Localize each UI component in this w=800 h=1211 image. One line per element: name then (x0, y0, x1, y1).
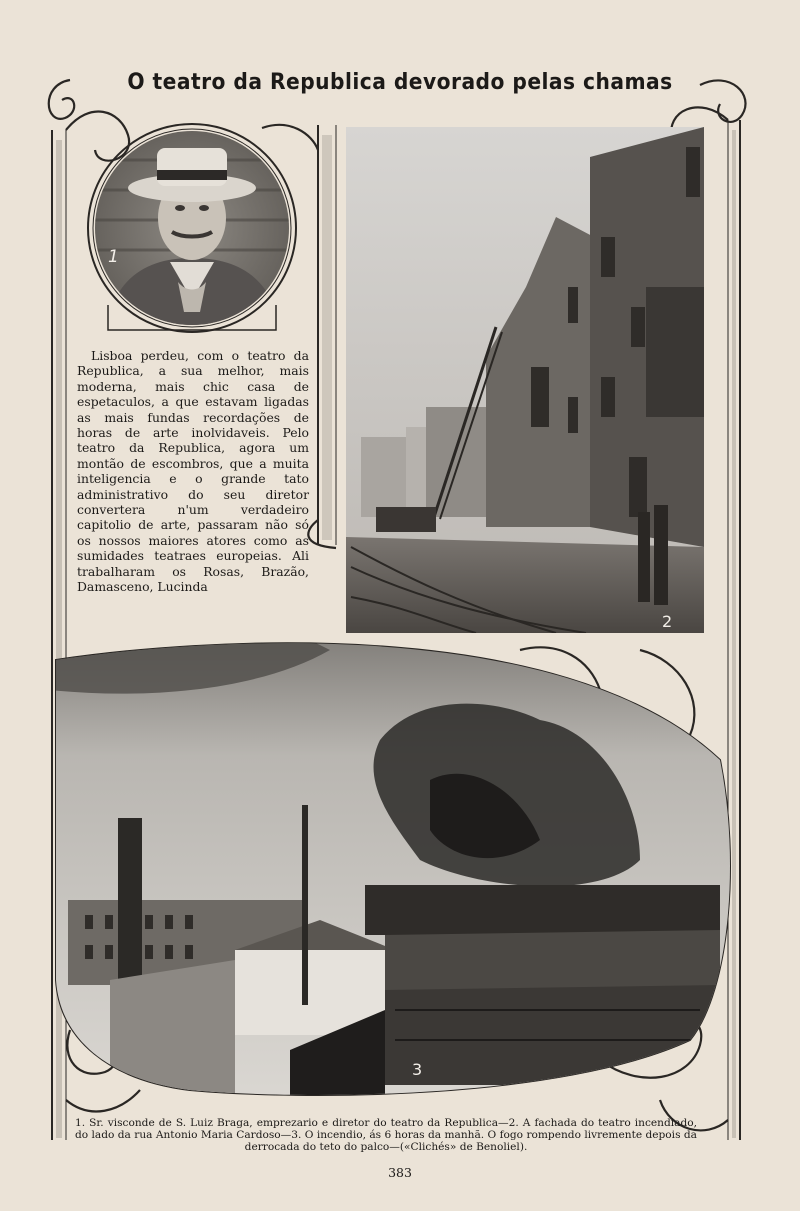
page-number: 383 (388, 1165, 412, 1180)
page-title: O teatro da Republica devorado pelas chamas (127, 70, 673, 95)
photo-number-3: 3 (412, 1060, 423, 1079)
photo-caption: 1. Sr. visconde de S. Luiz Braga, emprezario e diretor do teatro da Republica—2. A fachada do teatro incendiado, do lado da rua Antonio Maria Cardoso—3. O incendio, ás 6 horas da manhã. O fogo rompendo livremente depois da derrocada do teto do palco—(«Clichés» de Benoliel). (75, 1117, 697, 1153)
article-body: Lisboa perdeu, com o teatro da Republica, a sua melhor, mais moderna, mais chic casa de espetaculos, a que estavam ligadas as mais fundas recordações de horas de arte inolvidaveis. Pelo teatro da Republica, agora um montão de escombros, que a muita inteligencia e o grande tato administrativo do seu diretor convertera n'um verdadeiro capitolio de arte, passaram não só os nossos maiores atores como as sumidades teatraes europeias. Ali trabalharam os Rosas, Brazão, Damasceno, Lucinda (77, 348, 309, 595)
photo-number-1: 1 (108, 247, 119, 267)
photo-number-2: 2 (662, 612, 673, 631)
